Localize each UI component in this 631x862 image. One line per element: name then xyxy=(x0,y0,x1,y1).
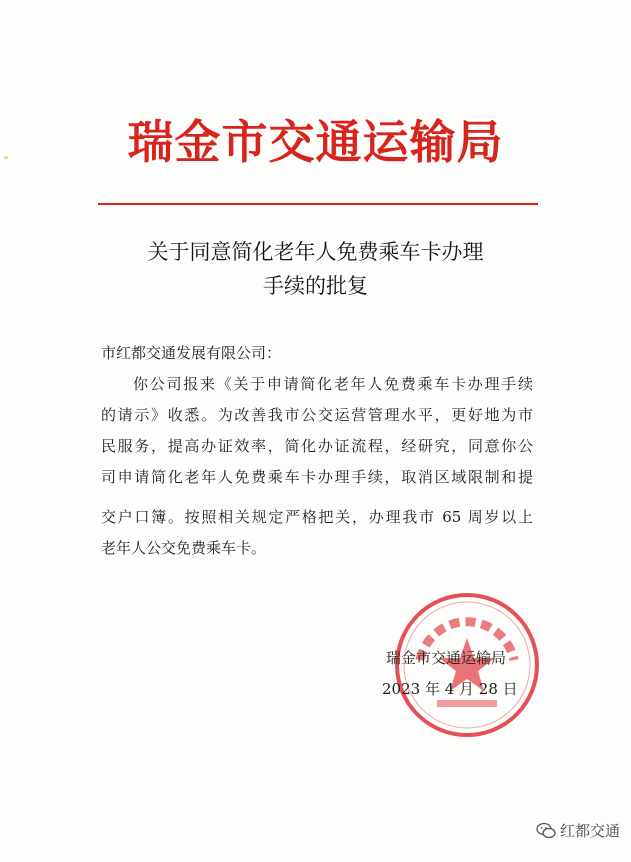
body-line-5: 交户口簿。按照相关规定严格把关，办理我市 65 周岁以上 xyxy=(101,508,533,526)
document-title-line-2: 手续的批复 xyxy=(263,274,368,298)
watermark-text: 红都交通 xyxy=(560,822,621,840)
signature-date: 2023 年 4 月 28 日 xyxy=(382,680,518,698)
body-line-6: 老年人公交免费乘车卡。 xyxy=(101,539,267,557)
addressee: 市红都交通发展有限公司： xyxy=(101,344,282,362)
organization-header: 瑞金市交通运输局 xyxy=(127,115,504,169)
wechat-watermark xyxy=(536,820,620,841)
wechat-icon xyxy=(536,822,556,840)
body-line-3: 民服务，提高办证效率，简化办证流程，经研究，同意你公 xyxy=(101,437,533,455)
document-title-line-1: 关于同意简化老年人免费乘车卡办理 xyxy=(147,240,484,264)
signature-organization: 瑞金市交通运输局 xyxy=(386,649,507,667)
red-divider xyxy=(98,203,538,205)
body-line-4: 司申请简化老年人免费乘车卡办理手续，取消区域限制和提 xyxy=(101,468,533,486)
body-line-2: 的请示》收悉。为改善我市公交运营管理水平，更好地为市 xyxy=(101,406,533,424)
body-line-1: 你公司报来《关于申请简化老年人免费乘车卡办理手续 xyxy=(133,375,533,393)
